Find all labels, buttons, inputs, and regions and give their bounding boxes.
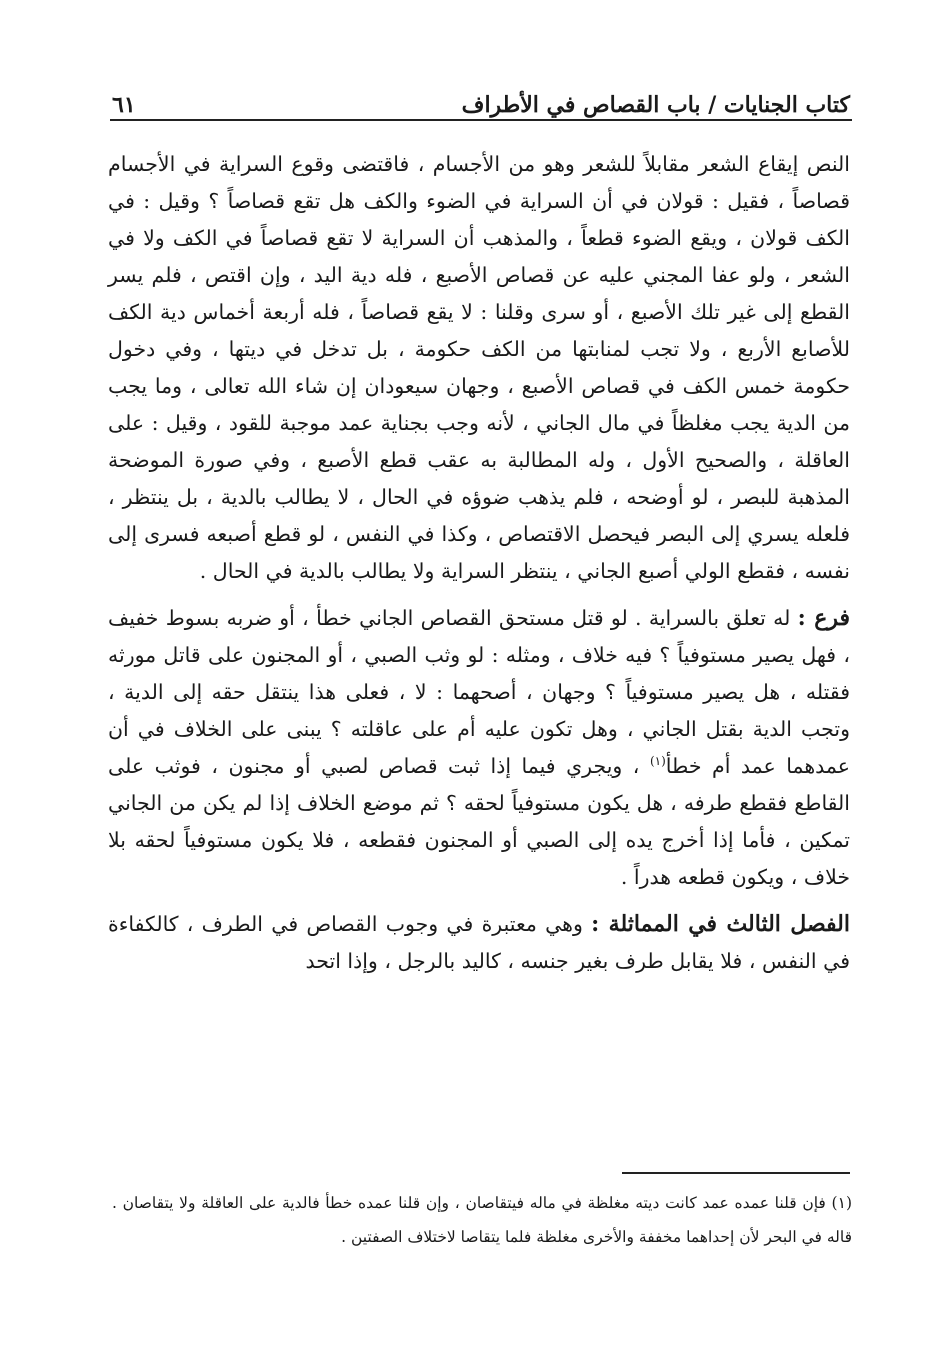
main-text <box>108 146 850 980</box>
page-number: ٦١ <box>112 92 136 118</box>
paragraph-2 <box>108 600 850 896</box>
paragraph-lead: فرع : <box>797 605 850 631</box>
section-heading: الفصل الثالث في المماثلة : <box>591 911 850 937</box>
paragraph-text: وهي معتبرة في وجوب القصاص في الطرف ، كالكفاءة في النفس ، فلا يقابل طرف بغير جنسه ، كاليد بالرجل ، وإذا اتحد <box>108 912 850 973</box>
page-header <box>112 78 850 118</box>
footnote-divider <box>622 1172 850 1174</box>
footnote-reference[interactable]: (١) <box>649 754 666 769</box>
header-divider <box>110 119 852 121</box>
footnotes <box>112 1186 852 1254</box>
paragraph-text: له تعلق بالسراية . لو قتل مستحق القصاص الجاني خطأ ، أو ضربه بسوط خفيف ، فهل يصير مستوفياً ؟ فيه خلاف ، ومثله : لو وثب الصبي ، أو المجنون على قاتل مورثه فقتله ، هل يصير مستوفياً ؟ وجهان ، أصحهما : لا ، فعلى هذا ينتقل حقه إلى الدية ، وتجب الدية بقتل الجاني ، وهل تكون عليه أم على عاقلته ؟ يبنى على الخلاف في أن عمدهما عمد أم خطأ <box>108 606 850 778</box>
paragraph-1 <box>108 146 850 590</box>
paragraph-3 <box>108 906 850 980</box>
paragraph-text-continued: ، ويجري فيما إذا ثبت قصاص لصبي أو مجنون ، فوثب على القاطع فقطع طرفه ، هل يكون مستوفياً لحقه ؟ ثم موضع الخلاف إذا لم يكن من الجاني تمكين ، فأما إذا أخرج يده إلى الصبي أو المجنون فقطعه ، فلا يكون مستوفياً لحقه بلا خلاف ، ويكون قطعه هدراً . <box>108 754 850 889</box>
footnote-1: (١) فإن قلنا عمده عمد كانت ديته مغلظة في ماله فيتقاصان ، وإن قلنا عمده خطأ فالدية على العاقلة ولا يتقاصان . قاله في البحر لأن إحداهما مخففة والأخرى مغلظة فلما يتقاصا لاختلاف الصفتين . <box>112 1194 852 1246</box>
running-title: كتاب الجنايات / باب القصاص في الأطراف <box>461 92 850 118</box>
paragraph-text: النص إيقاع الشعر مقابلاً للشعر وهو من الأجسام ، فاقتضى وقوع السراية في الأجسام قصاصاً ، فقيل : قولان في أن السراية في الضوء والكف هل تقع قصاصاً ؟ وقيل : في الكف قولان ، ويقع الضوء قطعاً ، والمذهب أن السراية لا تقع قصاصاً في الكف ولا في الشعر ، ولو عفا المجني عليه عن قصاص الأصبع ، فله دية اليد ، وإن اقتص ، فلم يسر القطع إلى غير تلك الأصبع ، أو سرى وقلنا : لا يقع قصاصاً ، فله أربعة أخماس دية الكف للأصابع الأربع ، ولا تجب لمنابتها من الكف حكومة ، بل تدخل في ديتها ، وفي دخول حكومة خمس الكف في قصاص الأصبع ، وجهان سيعودان إن شاء الله تعالى ، وما يجب من الدية يجب مغلظاً في مال الجاني ، لأنه وجب بجناية عمد موجبة للقود ، وقيل : على العاقلة ، والصحيح الأول ، وله المطالبة به عقب قطع الأصبع ، وفي صورة الموضحة المذهبة للبصر ، لو أوضحه ، فلم يذهب ضوؤه في الحال ، لا يطالب بالدية ، بل ينتظر ، فلعله يسري إلى البصر فيحصل الاقتصاص ، وكذا في النفس ، لو قطع أصبعه فسرى إلى نفسه ، فقطع الولي أصبع الجاني ، ينتظر السراية ولا يطالب بالدية في الحال . <box>108 152 850 583</box>
